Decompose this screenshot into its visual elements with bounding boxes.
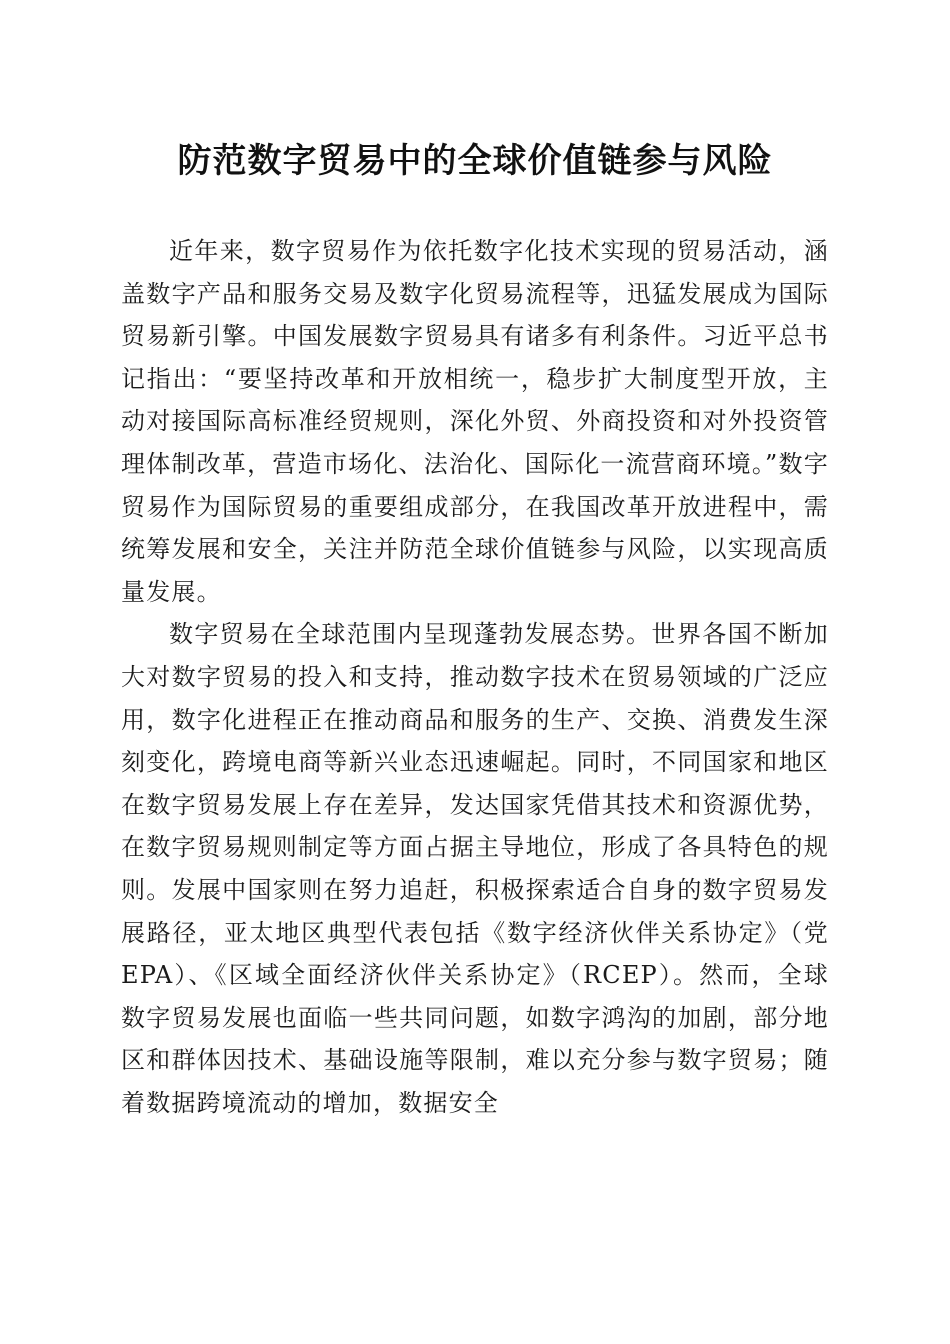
document-title: 防范数字贸易中的全球价值链参与风险 (177, 141, 773, 181)
paragraph: 数字贸易在全球范围内呈现蓬勃发展态势。世界各国不断加大对数字贸易的投入和支持，推动数字技术在贸易领域的广泛应用，数字化进程正在推动商品和服务的生产、交换、消费发生深刻变化，跨境电商等新兴业态迅速崛起。同时，不同国家和地区在数字贸易发展上存在差异，发达国家凭借其技术和资源优势，在数字贸易规则制定等方面占据主导地位，形成了各具特色的规则。发展中国家则在努力追赶，积极探索适合自身的数字贸易发展路径，亚太地区典型代表包括《数字经济伙伴关系协定》（党EPA）、《区域全面经济伙伴关系协定》（RCEP）。然而，全球数字贸易发展也面临一些共同问题，如数字鸿沟的加剧，部分地区和群体因技术、基础设施等限制，难以充分参与数字贸易；随着数据跨境流动的增加，数据安全 (121, 620, 829, 1117)
paragraph: 近年来，数字贸易作为依托数字化技术实现的贸易活动，涵盖数字产品和服务交易及数字化贸易流程等，迅猛发展成为国际贸易新引擎。中国发展数字贸易具有诸多有利条件。习近平总书记指出：“要坚持改革和开放相统一，稳步扩大制度型开放，主动对接国际高标准经贸规则，深化外贸、外商投资和对外投资管理体制改革，营造市场化、法治化、国际化一流营商环境。”数字贸易作为国际贸易的重要组成部分，在我国改革开放进程中，需统筹发展和安全，关注并防范全球价值链参与风险，以实现高质量发展。 (121, 237, 829, 606)
document-body (121, 230, 829, 1124)
